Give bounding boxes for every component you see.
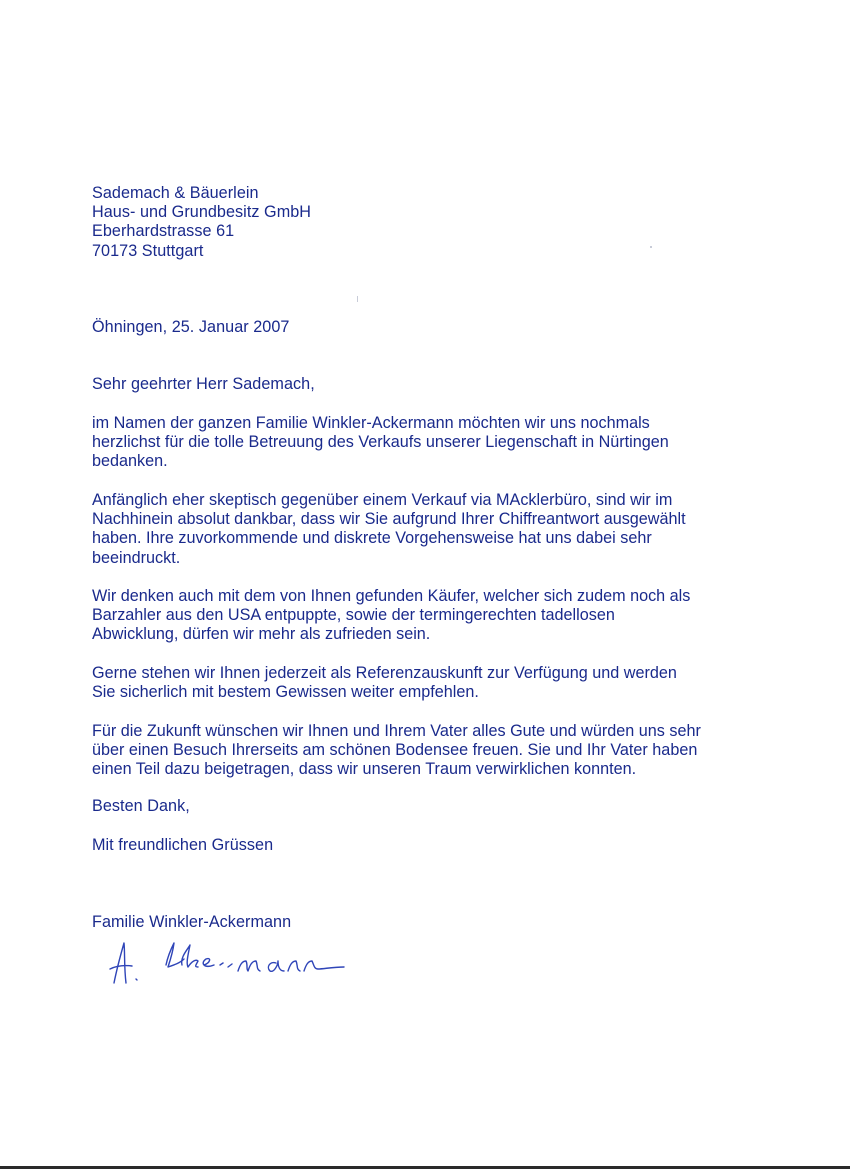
address-line-company: Sademach & Bäuerlein	[92, 184, 259, 202]
body-paragraph-3	[92, 587, 742, 645]
sender-name: Familie Winkler-Ackermann	[92, 913, 292, 931]
paragraph-line: Nachhinein absolut dankbar, dass wir Sie aufgrund Ihrer Chiffreantwort ausgewählt	[92, 510, 686, 529]
salutation: Sehr geehrter Herr Sademach,	[92, 375, 315, 393]
body-paragraph-5	[92, 722, 742, 780]
address-line-city: 70173 Stuttgart	[92, 242, 204, 260]
paragraph-line: bedanken.	[92, 452, 168, 471]
place-and-date: Öhningen, 25. Januar 2007	[92, 318, 290, 336]
paragraph-line: haben. Ihre zuvorkommende und diskrete Vorgehensweise hat uns dabei sehr	[92, 529, 652, 548]
address-line-street: Eberhardstrasse 61	[92, 222, 235, 240]
thanks-line: Besten Dank,	[92, 797, 190, 815]
paragraph-line: Gerne stehen wir Ihnen jederzeit als Referenzauskunft zur Verfügung und werden	[92, 664, 677, 682]
paragraph-line: Sie sicherlich mit bestem Gewissen weiter empfehlen.	[92, 683, 479, 702]
paragraph-line: Anfänglich eher skeptisch gegenüber einem Verkauf via MAcklerbüro, sind wir im	[92, 491, 673, 509]
paragraph-line: über einen Besuch Ihrerseits am schönen Bodensee freuen. Sie und Ihr Vater haben	[92, 741, 698, 760]
handwritten-signature	[100, 935, 360, 995]
scan-speck	[650, 246, 652, 248]
body-paragraph-4	[92, 664, 742, 702]
body-paragraph-2	[92, 491, 742, 568]
paragraph-line: einen Teil dazu beigetragen, dass wir unseren Traum verwirklichen konnten.	[92, 760, 637, 779]
paragraph-line: Für die Zukunft wünschen wir Ihnen und Ihrem Vater alles Gute und würden uns sehr	[92, 722, 701, 740]
paragraph-line: Wir denken auch mit dem von Ihnen gefunden Käufer, welcher sich zudem noch als	[92, 587, 691, 605]
closing-line: Mit freundlichen Grüssen	[92, 836, 274, 854]
paragraph-line: Barzahler aus den USA entpuppte, sowie der termingerechten tadellosen	[92, 606, 615, 625]
address-line-subtitle: Haus- und Grundbesitz GmbH	[92, 203, 312, 221]
scan-speck	[357, 296, 358, 302]
paragraph-line: herzlichst für die tolle Betreuung des Verkaufs unserer Liegenschaft in Nürtingen	[92, 433, 669, 452]
paragraph-line: im Namen der ganzen Familie Winkler-Ackermann möchten wir uns nochmals	[92, 414, 650, 432]
paragraph-line: beeindruckt.	[92, 548, 181, 567]
paragraph-line: Abwicklung, dürfen wir mehr als zufrieden sein.	[92, 625, 431, 644]
body-paragraph-1	[92, 414, 742, 472]
